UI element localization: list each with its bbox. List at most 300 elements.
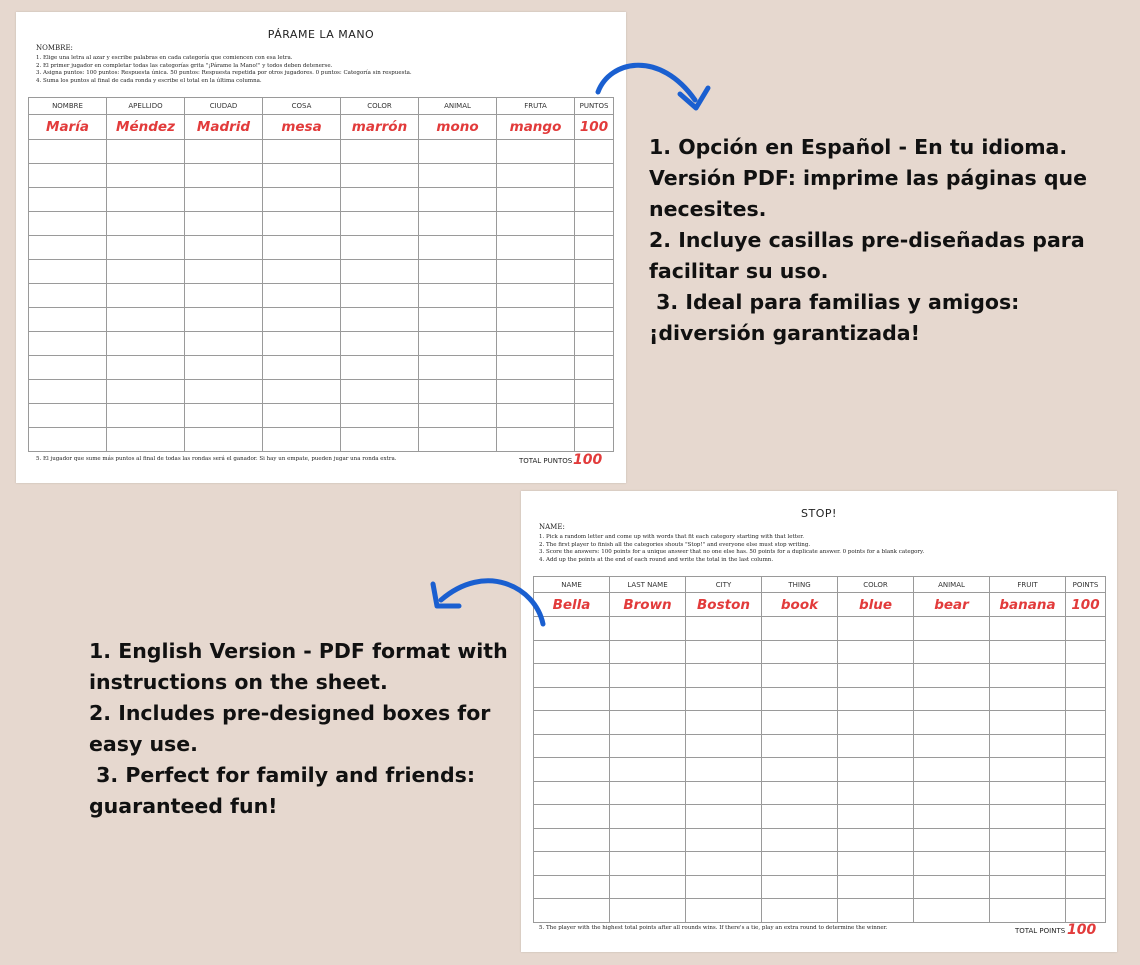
blank-cell [575, 428, 614, 452]
blank-cell [29, 260, 107, 284]
blank-cell [534, 758, 610, 782]
total-label: TOTAL POINTS [1015, 927, 1066, 935]
blank-cell [575, 380, 614, 404]
blank-row [29, 236, 614, 260]
blank-cell [1066, 852, 1106, 876]
blank-cell [263, 164, 341, 188]
footer-note: 5. The player with the highest total points after all rounds wins. If there's a tie, play an extra round to determine the winner. [539, 925, 888, 931]
blank-cell [185, 260, 263, 284]
blank-cell [534, 734, 610, 758]
feature-line: 1. Opción en Español - En tu idioma. [649, 135, 1068, 159]
instruction-line: 3. Score the answers: 100 points for a unique answer that no one else has. 50 points for a duplicate answer. 0 points for a blank category. [539, 549, 925, 555]
spanish-score-sheet [16, 12, 626, 483]
instruction-line: 4. Suma los puntos al final de cada ronda y escribe el total en la última columna. [36, 77, 262, 84]
blank-cell [1066, 687, 1106, 711]
blank-cell [838, 664, 914, 688]
blank-cell [686, 640, 762, 664]
blank-cell [990, 640, 1066, 664]
blank-cell [838, 758, 914, 782]
column-header: ANIMAL [914, 577, 990, 593]
blank-cell [263, 404, 341, 428]
example-cell: marrón [341, 115, 419, 140]
blank-cell [419, 212, 497, 236]
blank-cell [107, 260, 185, 284]
blank-cell [1066, 734, 1106, 758]
blank-cell [29, 284, 107, 308]
column-header: FRUIT [990, 577, 1066, 593]
curved-arrow-left-icon [425, 566, 555, 636]
blank-cell [762, 805, 838, 829]
blank-cell [575, 212, 614, 236]
blank-cell [534, 875, 610, 899]
blank-cell [990, 617, 1066, 641]
blank-cell [185, 380, 263, 404]
example-cell: book [762, 593, 838, 617]
blank-cell [914, 664, 990, 688]
blank-cell [29, 404, 107, 428]
blank-cell [914, 828, 990, 852]
english-features-text [89, 636, 508, 822]
blank-cell [497, 284, 575, 308]
blank-cell [29, 164, 107, 188]
blank-rows [534, 617, 1106, 923]
blank-row [29, 140, 614, 164]
blank-cell [686, 875, 762, 899]
example-cell: banana [990, 593, 1066, 617]
blank-row [29, 308, 614, 332]
blank-cell [341, 428, 419, 452]
blank-cell [1066, 758, 1106, 782]
blank-cell [610, 781, 686, 805]
blank-cell [341, 404, 419, 428]
column-header: FRUTA [497, 98, 575, 115]
blank-cell [185, 428, 263, 452]
blank-cell [497, 188, 575, 212]
blank-cell [914, 899, 990, 923]
blank-cell [263, 140, 341, 164]
blank-cell [497, 212, 575, 236]
blank-cell [762, 711, 838, 735]
blank-cell [341, 284, 419, 308]
blank-cell [497, 380, 575, 404]
curved-arrow-right-icon [590, 52, 720, 122]
blank-cell [610, 875, 686, 899]
blank-cell [990, 687, 1066, 711]
blank-cell [686, 899, 762, 923]
blank-cell [838, 781, 914, 805]
blank-cell [29, 140, 107, 164]
blank-row [534, 805, 1106, 829]
blank-cell [762, 617, 838, 641]
blank-cell [575, 260, 614, 284]
column-header: COLOR [838, 577, 914, 593]
blank-cell [610, 664, 686, 688]
blank-cell [534, 711, 610, 735]
name-label: NAME: [539, 523, 565, 531]
blank-cell [341, 212, 419, 236]
blank-cell [29, 308, 107, 332]
blank-cell [610, 805, 686, 829]
blank-row [29, 260, 614, 284]
blank-cell [990, 875, 1066, 899]
blank-row [29, 380, 614, 404]
example-cell: mesa [263, 115, 341, 140]
blank-cell [185, 188, 263, 212]
blank-cell [419, 284, 497, 308]
feature-line: 3. Perfect for family and friends: [89, 763, 476, 787]
instruction-line: 4. Add up the points at the end of each round and write the total in the last column. [539, 556, 774, 563]
blank-cell [610, 852, 686, 876]
blank-cell [497, 308, 575, 332]
feature-line: 3. Ideal para familias y amigos: [649, 290, 1020, 314]
blank-cell [497, 140, 575, 164]
blank-row [534, 758, 1106, 782]
blank-row [29, 404, 614, 428]
column-header: THING [762, 577, 838, 593]
instruction-line: 3. Asigna puntos: 100 puntos: Respuesta única. 50 puntos: Respuesta repetida por otros jugadores. 0 puntos: Categoría sin respuesta. [36, 70, 412, 76]
blank-cell [419, 188, 497, 212]
blank-cell [534, 781, 610, 805]
blank-cell [263, 428, 341, 452]
blank-cell [575, 308, 614, 332]
blank-cell [575, 236, 614, 260]
blank-cell [914, 617, 990, 641]
header-row [29, 98, 614, 115]
blank-cell [497, 356, 575, 380]
blank-cell [497, 332, 575, 356]
blank-cell [263, 188, 341, 212]
column-header: NOMBRE [29, 98, 107, 115]
blank-row [29, 356, 614, 380]
blank-cell [107, 308, 185, 332]
blank-cell [838, 687, 914, 711]
blank-cell [762, 828, 838, 852]
blank-row [29, 212, 614, 236]
blank-cell [1066, 899, 1106, 923]
blank-cell [914, 805, 990, 829]
feature-line: 1. English Version - PDF format with [89, 639, 508, 663]
blank-cell [762, 899, 838, 923]
blank-cell [185, 236, 263, 260]
instruction-line: 1. Pick a random letter and come up with words that fit each category starting with that letter. [539, 534, 804, 540]
blank-cell [534, 828, 610, 852]
blank-cell [263, 212, 341, 236]
instruction-line: 1. Elige una letra al azar y escribe palabras en cada categoría que comiencen con esa letra. [36, 55, 293, 61]
header-row [534, 577, 1106, 593]
blank-cell [419, 164, 497, 188]
blank-cell [29, 380, 107, 404]
blank-cell [610, 687, 686, 711]
total-value: 100 [573, 452, 603, 468]
blank-cell [263, 308, 341, 332]
blank-cell [762, 875, 838, 899]
blank-cell [29, 428, 107, 452]
blank-cell [990, 734, 1066, 758]
blank-row [29, 188, 614, 212]
blank-cell [990, 758, 1066, 782]
column-header: COSA [263, 98, 341, 115]
blank-cell [419, 236, 497, 260]
blank-cell [686, 687, 762, 711]
blank-cell [686, 758, 762, 782]
example-cell: Bella [534, 593, 610, 617]
blank-cell [107, 236, 185, 260]
blank-cell [610, 758, 686, 782]
blank-cell [914, 734, 990, 758]
example-cell: María [29, 115, 107, 140]
spanish-features-text [649, 132, 1087, 349]
blank-cell [341, 236, 419, 260]
feature-line: 2. Incluye casillas pre-diseñadas para [649, 228, 1085, 252]
blank-cell [107, 140, 185, 164]
blank-cell [686, 617, 762, 641]
blank-cell [341, 332, 419, 356]
blank-cell [263, 284, 341, 308]
example-cell: mono [419, 115, 497, 140]
blank-cell [419, 404, 497, 428]
blank-cell [419, 356, 497, 380]
blank-cell [686, 711, 762, 735]
blank-cell [762, 664, 838, 688]
column-header: COLOR [341, 98, 419, 115]
example-cell: blue [838, 593, 914, 617]
blank-cell [497, 164, 575, 188]
blank-cell [575, 284, 614, 308]
blank-cell [686, 852, 762, 876]
footer-note: 5. El jugador que sume más puntos al final de todas las rondas será el ganador. Si hay un empate, pueden jugar una ronda extra. [36, 456, 397, 462]
blank-row [534, 734, 1106, 758]
example-cell: Madrid [185, 115, 263, 140]
blank-cell [107, 332, 185, 356]
instruction-line: 2. The first player to finish all the categories shouts "Stop!" and everyone else must stop writing. [539, 541, 811, 548]
blank-cell [107, 212, 185, 236]
total-value: 100 [1067, 922, 1097, 938]
sheet-title: STOP! [801, 507, 837, 520]
blank-row [534, 640, 1106, 664]
feature-line: facilitar su uso. [649, 259, 829, 283]
blank-cell [575, 140, 614, 164]
blank-cell [1066, 617, 1106, 641]
blank-cell [990, 664, 1066, 688]
blank-cell [610, 734, 686, 758]
blank-cell [263, 260, 341, 284]
blank-cell [534, 687, 610, 711]
blank-cell [419, 140, 497, 164]
blank-cell [686, 805, 762, 829]
example-cell: bear [914, 593, 990, 617]
blank-cell [107, 380, 185, 404]
column-header: CITY [686, 577, 762, 593]
blank-cell [914, 875, 990, 899]
blank-cell [534, 664, 610, 688]
blank-cell [419, 260, 497, 284]
blank-cell [990, 899, 1066, 923]
blank-cell [341, 140, 419, 164]
blank-cell [341, 260, 419, 284]
blank-cell [419, 428, 497, 452]
column-header: APELLIDO [107, 98, 185, 115]
blank-cell [990, 781, 1066, 805]
blank-cell [1066, 640, 1106, 664]
blank-row [534, 899, 1106, 923]
blank-cell [686, 781, 762, 805]
blank-cell [185, 404, 263, 428]
blank-cell [185, 356, 263, 380]
english-score-sheet [521, 491, 1117, 952]
blank-cell [610, 617, 686, 641]
score-table [533, 576, 1106, 923]
blank-cell [990, 828, 1066, 852]
blank-cell [107, 188, 185, 212]
blank-cell [107, 164, 185, 188]
blank-cell [534, 640, 610, 664]
blank-cell [1066, 664, 1106, 688]
blank-cell [914, 640, 990, 664]
blank-cell [29, 188, 107, 212]
blank-cell [990, 852, 1066, 876]
example-row [534, 593, 1106, 617]
name-label: NOMBRE: [36, 44, 73, 52]
column-header: NAME [534, 577, 610, 593]
blank-cell [610, 828, 686, 852]
blank-cell [762, 852, 838, 876]
blank-cell [990, 711, 1066, 735]
blank-cell [497, 260, 575, 284]
example-cell: Méndez [107, 115, 185, 140]
blank-cell [29, 356, 107, 380]
column-header: POINTS [1066, 577, 1106, 593]
blank-cell [497, 428, 575, 452]
blank-cell [838, 617, 914, 641]
blank-cell [610, 640, 686, 664]
blank-cell [838, 899, 914, 923]
blank-cell [914, 781, 990, 805]
blank-cell [575, 356, 614, 380]
blank-cell [1066, 828, 1106, 852]
blank-row [29, 428, 614, 452]
instruction-line: 2. El primer jugador en completar todas las categorías grita "¡Párame la Mano!" y todos deben detenerse. [36, 62, 333, 69]
example-cell: 100 [1066, 593, 1106, 617]
feature-line: guaranteed fun! [89, 794, 278, 818]
blank-cell [263, 380, 341, 404]
blank-row [534, 875, 1106, 899]
blank-cell [575, 332, 614, 356]
instructions [539, 534, 924, 564]
blank-cell [686, 734, 762, 758]
blank-cell [838, 711, 914, 735]
blank-cell [1066, 875, 1106, 899]
feature-line: necesites. [649, 197, 767, 221]
blank-cell [838, 734, 914, 758]
blank-cell [263, 356, 341, 380]
blank-cell [419, 380, 497, 404]
blank-cell [263, 236, 341, 260]
example-cell: Brown [610, 593, 686, 617]
blank-cell [107, 404, 185, 428]
blank-cell [497, 404, 575, 428]
blank-cell [762, 734, 838, 758]
instructions [36, 55, 412, 85]
example-cell: mango [497, 115, 575, 140]
blank-cell [263, 332, 341, 356]
feature-line: instructions on the sheet. [89, 670, 388, 694]
blank-row [534, 711, 1106, 735]
blank-cell [534, 899, 610, 923]
blank-cell [341, 188, 419, 212]
blank-cell [534, 805, 610, 829]
column-header: LAST NAME [610, 577, 686, 593]
blank-row [534, 781, 1106, 805]
blank-cell [914, 852, 990, 876]
blank-cell [1066, 805, 1106, 829]
blank-cell [838, 852, 914, 876]
blank-cell [762, 687, 838, 711]
blank-cell [185, 164, 263, 188]
column-header: ANIMAL [419, 98, 497, 115]
blank-cell [914, 711, 990, 735]
blank-rows [29, 140, 614, 452]
blank-cell [185, 284, 263, 308]
feature-line: easy use. [89, 732, 198, 756]
blank-row [534, 664, 1106, 688]
blank-cell [575, 164, 614, 188]
blank-row [534, 687, 1106, 711]
blank-cell [762, 781, 838, 805]
blank-cell [107, 356, 185, 380]
blank-cell [29, 332, 107, 356]
blank-cell [419, 332, 497, 356]
blank-cell [497, 236, 575, 260]
blank-cell [341, 164, 419, 188]
blank-cell [575, 188, 614, 212]
example-cell: Boston [686, 593, 762, 617]
blank-cell [838, 875, 914, 899]
blank-cell [534, 852, 610, 876]
blank-cell [838, 640, 914, 664]
sheet-title: PÁRAME LA MANO [267, 28, 375, 41]
blank-cell [185, 140, 263, 164]
blank-cell [1066, 781, 1106, 805]
blank-row [29, 164, 614, 188]
blank-cell [185, 308, 263, 332]
blank-cell [762, 758, 838, 782]
blank-row [534, 617, 1106, 641]
example-row [29, 115, 614, 140]
blank-cell [1066, 711, 1106, 735]
blank-row [534, 852, 1106, 876]
blank-cell [914, 758, 990, 782]
blank-cell [29, 236, 107, 260]
blank-row [29, 332, 614, 356]
column-header: PUNTOS [575, 98, 614, 115]
blank-cell [686, 664, 762, 688]
score-table [28, 97, 614, 452]
feature-line: 2. Includes pre-designed boxes for [89, 701, 491, 725]
feature-line: Versión PDF: imprime las páginas que [649, 166, 1088, 190]
example-cell: 100 [575, 115, 614, 140]
blank-cell [185, 332, 263, 356]
blank-cell [341, 380, 419, 404]
blank-cell [419, 308, 497, 332]
blank-cell [341, 308, 419, 332]
blank-cell [575, 404, 614, 428]
blank-cell [107, 284, 185, 308]
column-header: CIUDAD [185, 98, 263, 115]
blank-cell [914, 687, 990, 711]
blank-cell [838, 828, 914, 852]
blank-cell [185, 212, 263, 236]
blank-row [534, 828, 1106, 852]
